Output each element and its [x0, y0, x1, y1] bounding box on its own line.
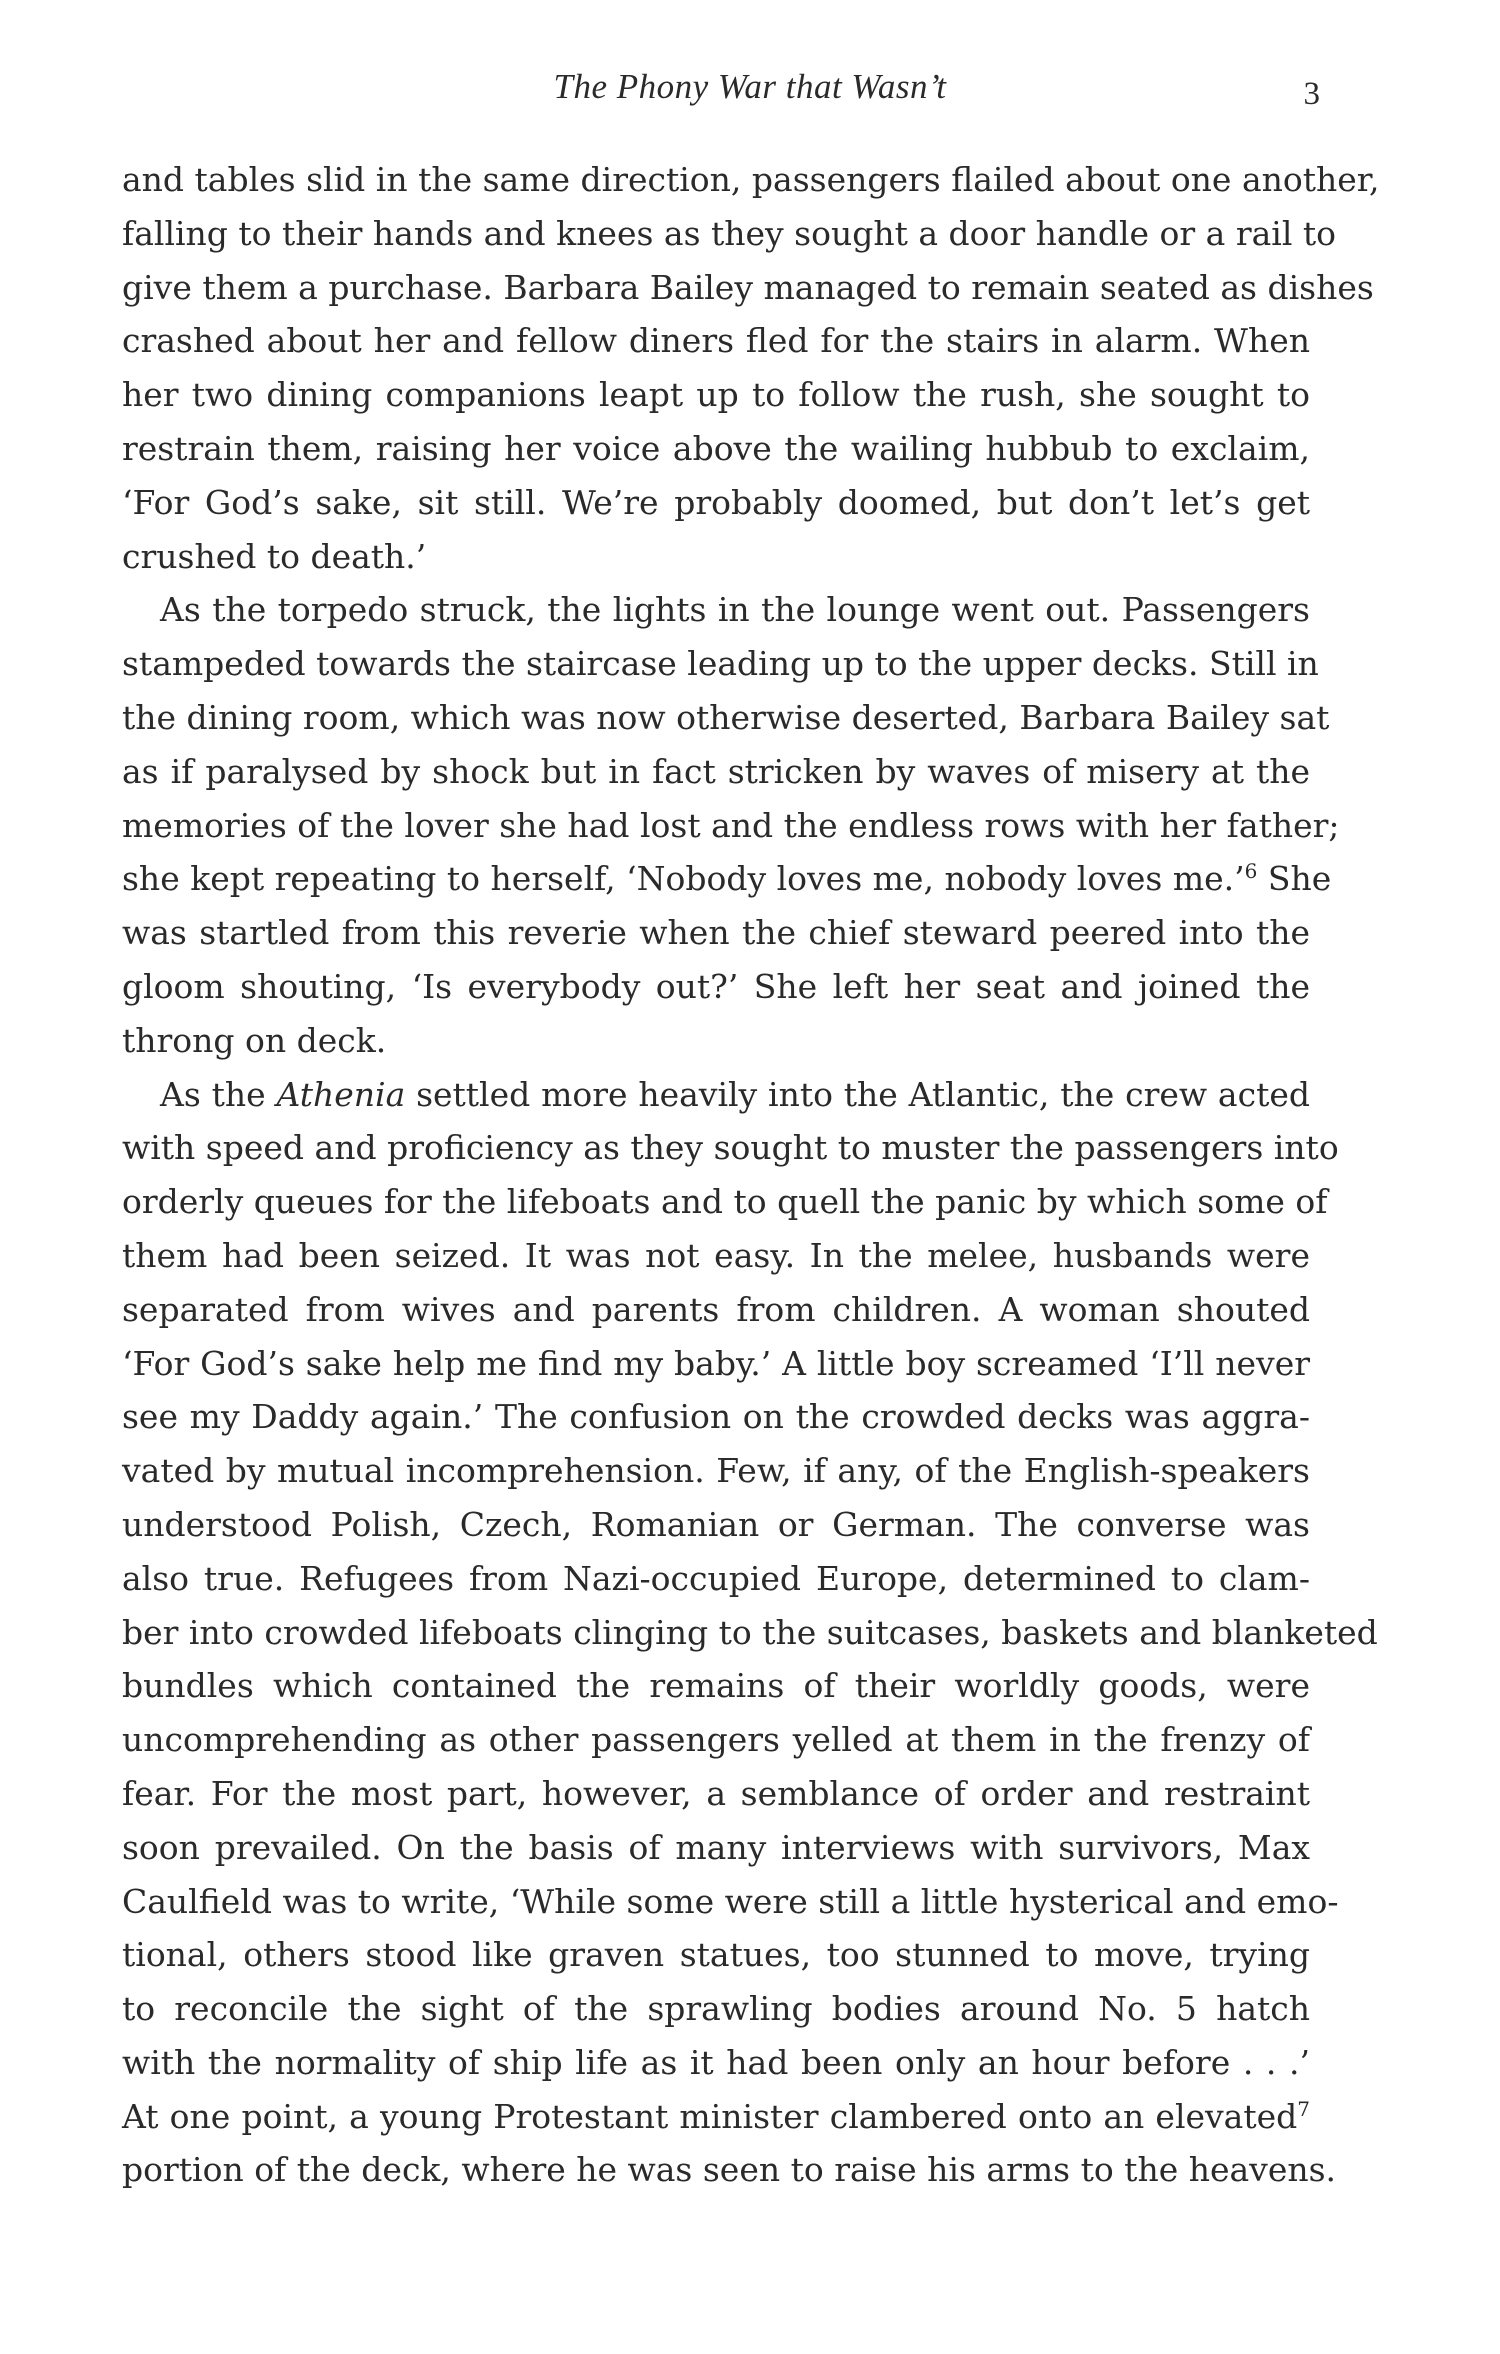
footnote-marker[interactable]: 7 — [1297, 2096, 1310, 2121]
text-segment: she kept repeating to herself, ‘Nobody loves me, nobody loves me.’ — [122, 859, 1245, 899]
text-line: separated from wives and parents from children. A woman shouted — [122, 1289, 1310, 1329]
text-line: give them a purchase. Barbara Bailey managed to remain seated as dishes — [122, 267, 1374, 307]
text-line: ‘For God’s sake, sit still. We’re probably doomed, but don’t let’s get — [122, 482, 1310, 522]
text-line: see my Daddy again.’ The confusion on the crowded decks was aggra- — [122, 1397, 1310, 1437]
text-segment: As the — [160, 1074, 266, 1114]
text-line: to reconcile the sight of the sprawling bodies around No. 5 hatch — [122, 1989, 1310, 2029]
text-line: with speed and proficiency as they sought to muster the passengers into — [122, 1128, 1339, 1168]
text-line: uncomprehending as other passengers yelled at them in the frenzy of — [122, 1720, 1310, 1760]
running-head — [0, 62, 1500, 112]
text-line: vated by mutual incomprehension. Few, if any, of the English-speakers — [122, 1451, 1310, 1491]
text-line: bundles which contained the remains of their worldly goods, were — [122, 1666, 1310, 1706]
text-line: and tables slid in the same direction, passengers flailed about one another, — [122, 160, 1380, 199]
text-line: memories of the lover she had lost and the endless rows with her father; — [122, 805, 1340, 845]
text-line: also true. Refugees from Nazi-occupied Europe, determined to clam- — [122, 1558, 1310, 1598]
paragraph-1 — [122, 153, 1380, 583]
text-line: crashed about her and fellow diners fled for the stairs in alarm. When — [122, 321, 1310, 361]
text-line: the dining room, which was now otherwise deserted, Barbara Bailey sat — [122, 697, 1330, 737]
text-line-with-ship-name — [122, 1068, 1310, 1122]
text-line: was startled from this reverie when the chief steward peered into the — [122, 913, 1310, 953]
text-segment: She — [1257, 859, 1332, 899]
text-line: falling to their hands and knees as they sought a door handle or a rail to — [122, 213, 1337, 253]
text-line: ber into crowded lifeboats clinging to the suitcases, baskets and blanketed — [122, 1612, 1378, 1652]
paragraph-3 — [122, 1068, 1378, 2198]
text-line: stampeded towards the staircase leading up to the upper decks. Still in — [122, 644, 1319, 684]
text-line: gloom shouting, ‘Is everybody out?’ She left her seat and joined the — [122, 966, 1310, 1006]
text-line: As the torpedo struck, the lights in the lounge went out. Passengers — [160, 590, 1310, 630]
text-line: orderly queues for the lifeboats and to quell the panic by which some of — [122, 1182, 1328, 1222]
text-segment: At one point, a young Protestant minister clambered onto an elevated — [122, 2096, 1298, 2136]
page-number: 3 — [1303, 76, 1320, 112]
text-line: ‘For God’s sake help me find my baby.’ A little boy screamed ‘I’ll never — [122, 1343, 1310, 1383]
text-line: crushed to death.’ — [122, 536, 427, 576]
text-line-with-footnote — [122, 2090, 1310, 2144]
text-line: understood Polish, Czech, Romanian or German. The converse was — [122, 1504, 1310, 1544]
text-line: them had been seized. It was not easy. In the melee, husbands were — [122, 1235, 1310, 1275]
text-line: tional, others stood like graven statues, too stunned to move, trying — [122, 1935, 1310, 1975]
text-segment: settled more heavily into the Atlantic, the crew acted — [405, 1074, 1311, 1114]
body-text — [122, 153, 1380, 2197]
paragraph-2 — [122, 583, 1340, 1067]
text-line: portion of the deck, where he was seen to raise his arms to the heavens. — [122, 2150, 1337, 2190]
text-line: fear. For the most part, however, a semblance of order and restraint — [122, 1773, 1310, 1813]
text-line: restrain them, raising her voice above the wailing hubbub to exclaim, — [122, 428, 1310, 468]
ship-name: Athenia — [276, 1074, 406, 1114]
text-line: Caulfield was to write, ‘While some were still a little hysterical and emo- — [122, 1881, 1339, 1921]
text-line: her two dining companions leapt up to follow the rush, she sought to — [122, 375, 1310, 415]
text-line-with-footnote — [122, 852, 1332, 906]
text-line: with the normality of ship life as it had been only an hour before . . .’ — [122, 2042, 1310, 2082]
running-title: The Phony War that Wasn’t — [553, 67, 947, 106]
text-line: as if paralysed by shock but in fact stricken by waves of misery at the — [122, 751, 1310, 791]
text-line: soon prevailed. On the basis of many interviews with survivors, Max — [122, 1827, 1310, 1867]
text-line: throng on deck. — [122, 1020, 387, 1060]
footnote-marker[interactable]: 6 — [1244, 859, 1258, 884]
